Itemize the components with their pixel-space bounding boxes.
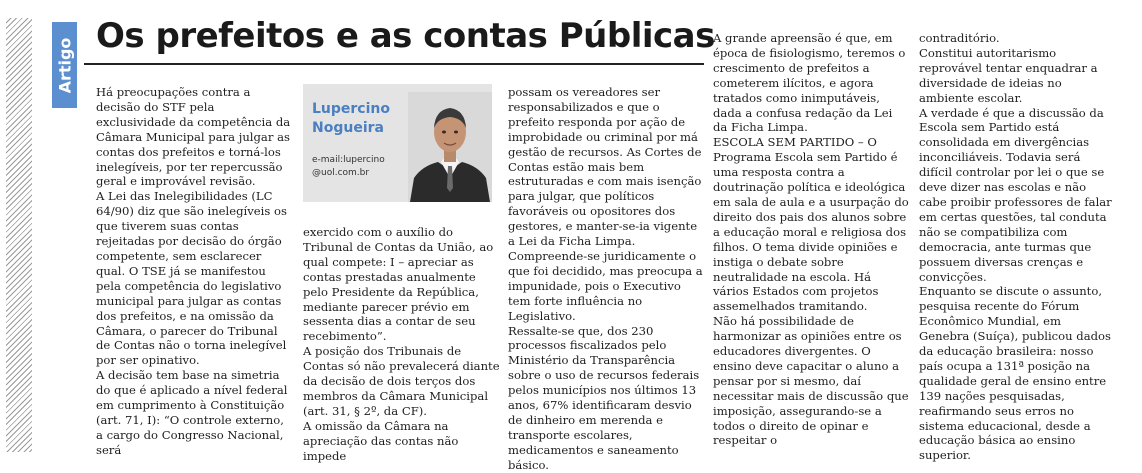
paragraph: possam os vereadores ser responsabilizados e que o prefeito responda por ação de improbidade ou criminal por má gestão de recursos. As Cortes de Contas estão mais bem estruturadas e com mais isenção para julgar, que políticos favoráveis ou opositores dos gestores, e manter-se-ia vigente a Lei da Ficha Limpa. bbox=[508, 85, 702, 249]
paragraph: A decisão tem base na simetria do que é aplicado a nível federal em cumprimento à Constituição (art. 71, I): “O controle externo, a cargo do Congresso Nacional, será bbox=[96, 368, 288, 457]
author-email-line2: @uol.com.br bbox=[312, 168, 370, 178]
paragraph: A verdade é que a discussão da Escola sem Partido está consolidada em divergências inconciliáveis. Todavia será difícil controlar por lei o que se deve dizer nas escolas e não cabe proibir professores de falar em certas questões, tal conduta não se compatibiliza com democracia, ante turmas que possuem diversas crenças e convicções. bbox=[919, 105, 1112, 284]
author-last-name: Nogueira bbox=[312, 120, 384, 136]
paragraph: Constitui autoritarismo reprovável tentar enquadrar a diversidade de ideias no ambiente escolar. bbox=[919, 45, 1098, 105]
paragraph: A omissão da Câmara na apreciação das contas não impede bbox=[303, 418, 459, 463]
article-column-4 bbox=[713, 31, 910, 448]
section-tag-label: Artigo bbox=[55, 37, 75, 93]
paragraph: ESCOLA SEM PARTIDO – O Programa Escola sem Partido é uma resposta contra a doutrinação política e ideológica em sala de aula e a usurpação do direito dos pais dos alunos sobre a educação moral e religiosa dos filhos. O tema divide opiniões e instiga o debate sobre neutralidade na escola. Há vários Estados com projetos assemelhados tramitando. bbox=[713, 135, 909, 314]
paragraph: A grande apreensão é que, em época de fisiologismo, teremos o crescimento de prefeitos a cometerem ilícitos, e agora tratados como inimputáveis, dada a confusa redação da Lei da Ficha Limpa. bbox=[713, 31, 906, 135]
section-tag bbox=[52, 22, 77, 108]
paragraph: contraditório. bbox=[919, 31, 1000, 45]
paragraph: Não há possibilidade de harmonizar as opiniões entre os educadores divergentes. O ensino deve capacitar o aluno a pensar por si mesmo, daí necessitar mais de discussão que imposição, assegurando-se a todos o direito de opinar e respeitar o bbox=[713, 314, 909, 448]
article-column-3 bbox=[508, 85, 704, 473]
author-email-line1: e-mail:lupercino bbox=[312, 155, 385, 165]
author-photo bbox=[408, 92, 492, 202]
paragraph: Compreende-se juridicamente o que foi decidido, mas preocupa a impunidade, pois o Executivo tem forte influência no Legislativo. bbox=[508, 248, 703, 323]
paragraph: Há preocupações contra a decisão do STF pela exclusividade da competência da Câmara Municipal para julgar as contas dos prefeitos e torná-los inelegíveis, por ter repercussão geral e improvável revisão. bbox=[96, 85, 291, 189]
paragraph: Ressalte-se que, dos 230 processos fiscalizados pelo Ministério da Transparência sobre o uso de recursos federais pelos municípios nos últimos 13 anos, 67% identificaram desvio de dinheiro em merenda e transporte escolares, medicamentos e saneamento básico. bbox=[508, 323, 700, 472]
title-divider bbox=[84, 63, 704, 65]
article-column-2 bbox=[303, 225, 500, 464]
article-column-5 bbox=[919, 31, 1113, 463]
paragraph: A posição dos Tribunais de Contas só não prevalecerá diante da decisão de dois terços dos membros da Câmara Municipal (art. 31, § 2º, da CF). bbox=[303, 344, 500, 418]
article-column-1 bbox=[96, 85, 292, 458]
author-email bbox=[312, 154, 385, 180]
paragraph: Enquanto se discute o assunto, pesquisa recente do Fórum Econômico Mundial, em Genebra (Suíça), publicou dados da educação brasileira: nosso país ocupa a 131ª posição na qualidade geral de ensino entre 139 nações pesquisadas, reafirmando seus erros no sistema educacional, desde a educação básica ao ensino superior. bbox=[919, 284, 1111, 463]
decorative-hatch-bar bbox=[6, 18, 32, 452]
author-box bbox=[303, 84, 492, 202]
article-title: Os prefeitos e as contas Públicas bbox=[96, 16, 715, 56]
paragraph: A Lei das Inelegibilidades (LC 64/90) diz que são inelegíveis os que tiverem suas contas rejeitadas por decisão do órgão competente, sem esclarecer qual. O TSE já se manifestou pela competência do legislativo municipal para julgar as contas dos prefeitos, e na omissão da Câmara, o parecer do Tribunal de Contas não o torna inelegível por ser opinativo. bbox=[96, 189, 287, 368]
author-first-name: Lupercino bbox=[312, 101, 390, 117]
author-name bbox=[312, 100, 390, 138]
paragraph: exercido com o auxílio do Tribunal de Contas da União, ao qual compete: I – apreciar as contas prestadas anualmente pelo Presidente da República, mediante parecer prévio em sessenta dias a contar de seu recebimento”. bbox=[303, 225, 494, 344]
